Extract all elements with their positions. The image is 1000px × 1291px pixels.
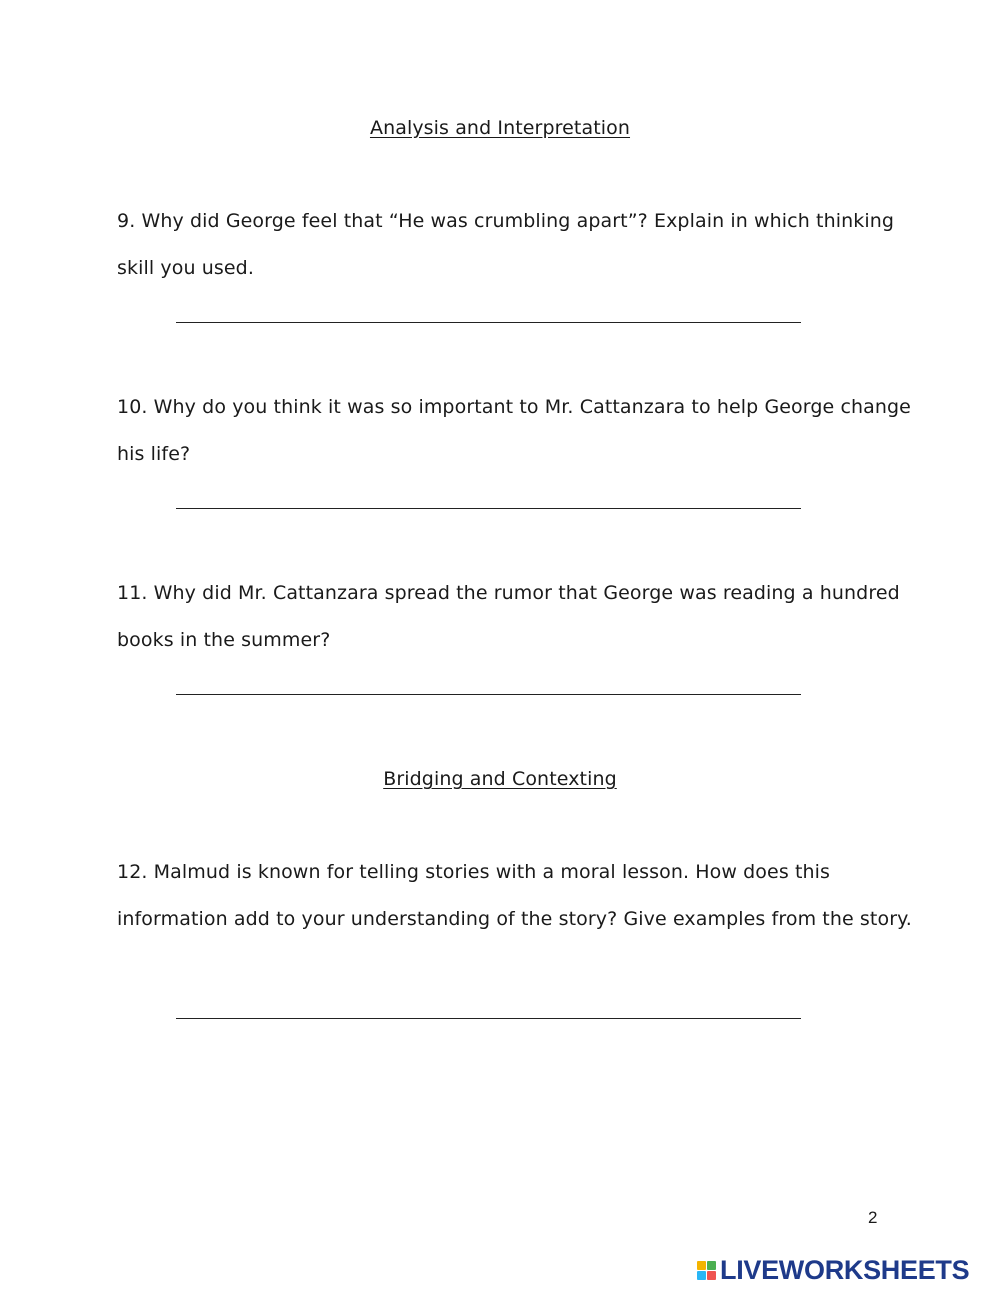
question-9-text-line-2: skill you used. <box>117 257 254 279</box>
answer-line-12[interactable] <box>176 1018 801 1019</box>
question-11-text-line-1: 11. Why did Mr. Cattanzara spread the rumor that George was reading a hundred <box>117 582 900 604</box>
brand-name: LIVEWORKSHEETS <box>720 1254 970 1285</box>
answer-line-10[interactable] <box>176 508 801 509</box>
question-9-text-line-1: 9. Why did George feel that “He was crumbling apart”? Explain in which thinking <box>117 210 895 232</box>
question-10-text-line-1: 10. Why do you think it was so important to Mr. Cattanzara to help George change <box>117 396 911 418</box>
section-heading-bridging: Bridging and Contexting <box>383 768 617 790</box>
section-heading-analysis: Analysis and Interpretation <box>369 117 631 139</box>
question-12-text-line-2: information add to your understanding of the story? Give examples from the story. <box>117 908 912 930</box>
question-10-text-line-2: his life? <box>117 443 191 465</box>
question-12-text-line-1: 12. Malmud is known for telling stories with a moral lesson. How does this <box>117 861 831 883</box>
page-number: 2 <box>868 1208 878 1227</box>
answer-line-11[interactable] <box>176 694 801 695</box>
question-11-text-line-2: books in the summer? <box>117 629 331 651</box>
liveworksheets-brand[interactable] <box>697 1255 969 1285</box>
liveworksheets-logo-icon <box>697 1261 716 1280</box>
answer-line-9[interactable] <box>176 322 801 323</box>
